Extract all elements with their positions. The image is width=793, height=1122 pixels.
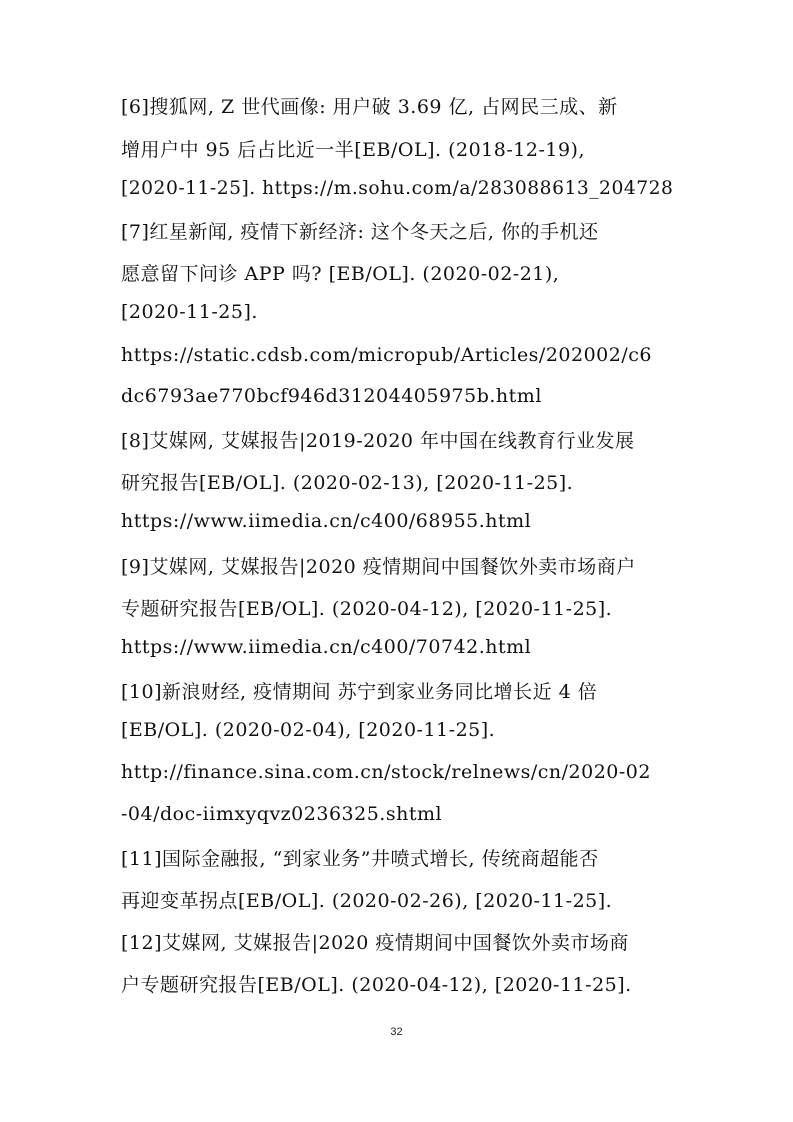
ref-8-line-3: https://www.iimedia.cn/c400/68955.html: [121, 510, 532, 532]
ref-7-line-5: dc6793ae770bcf946d31204405975b.html: [121, 385, 542, 407]
ref-11-line-1: [11]国际金融报, “到家业务”井喷式增长, 传统商超能否: [121, 848, 599, 870]
page-number: 32: [390, 1026, 403, 1038]
ref-6-line-2: 增用户中 95 后占比近一半[EB/OL]. (2018-12-19),: [121, 139, 585, 161]
ref-7-line-2: 愿意留下问诊 APP 吗? [EB/OL]. (2020-02-21),: [121, 263, 560, 285]
ref-8-line-2: 研究报告[EB/OL]. (2020-02-13), [2020-11-25].: [121, 472, 574, 494]
ref-10-line-4: -04/doc-iimxyqvz0236325.shtml: [121, 803, 443, 825]
ref-12-line-2: 户专题研究报告[EB/OL]. (2020-04-12), [2020-11-25].: [121, 974, 632, 996]
ref-12-line-1: [12]艾媒网, 艾媒报告|2020 疫情期间中国餐饮外卖市场商: [121, 932, 629, 954]
ref-6-line-3: [2020-11-25]. https://m.sohu.com/a/283088613_204728: [121, 177, 674, 199]
ref-10-line-3: http://finance.sina.com.cn/stock/relnews/cn/2020-02: [121, 761, 651, 783]
ref-9-line-3: https://www.iimedia.cn/c400/70742.html: [121, 636, 532, 658]
ref-7-line-3: [2020-11-25].: [121, 301, 258, 323]
ref-11-line-2: 再迎变革拐点[EB/OL]. (2020-02-26), [2020-11-25].: [121, 890, 613, 912]
ref-9-line-1: [9]艾媒网, 艾媒报告|2020 疫情期间中国餐饮外卖市场商户: [121, 556, 636, 578]
ref-10-line-2: [EB/OL]. (2020-02-04), [2020-11-25].: [121, 719, 496, 741]
ref-10-line-1: [10]新浪财经, 疫情期间 苏宁到家业务同比增长近 4 倍: [121, 681, 598, 703]
ref-8-line-1: [8]艾媒网, 艾媒报告|2019-2020 年中国在线教育行业发展: [121, 430, 635, 452]
ref-9-line-2: 专题研究报告[EB/OL]. (2020-04-12), [2020-11-25].: [121, 598, 613, 620]
ref-6-line-1: [6]搜狐网, Z 世代画像: 用户破 3.69 亿, 占网民三成、新: [121, 96, 618, 118]
ref-7-line-1: [7]红星新闻, 疫情下新经济: 这个冬天之后, 你的手机还: [121, 221, 599, 243]
ref-7-line-4: https://static.cdsb.com/micropub/Articles/202002/c6: [121, 344, 652, 366]
